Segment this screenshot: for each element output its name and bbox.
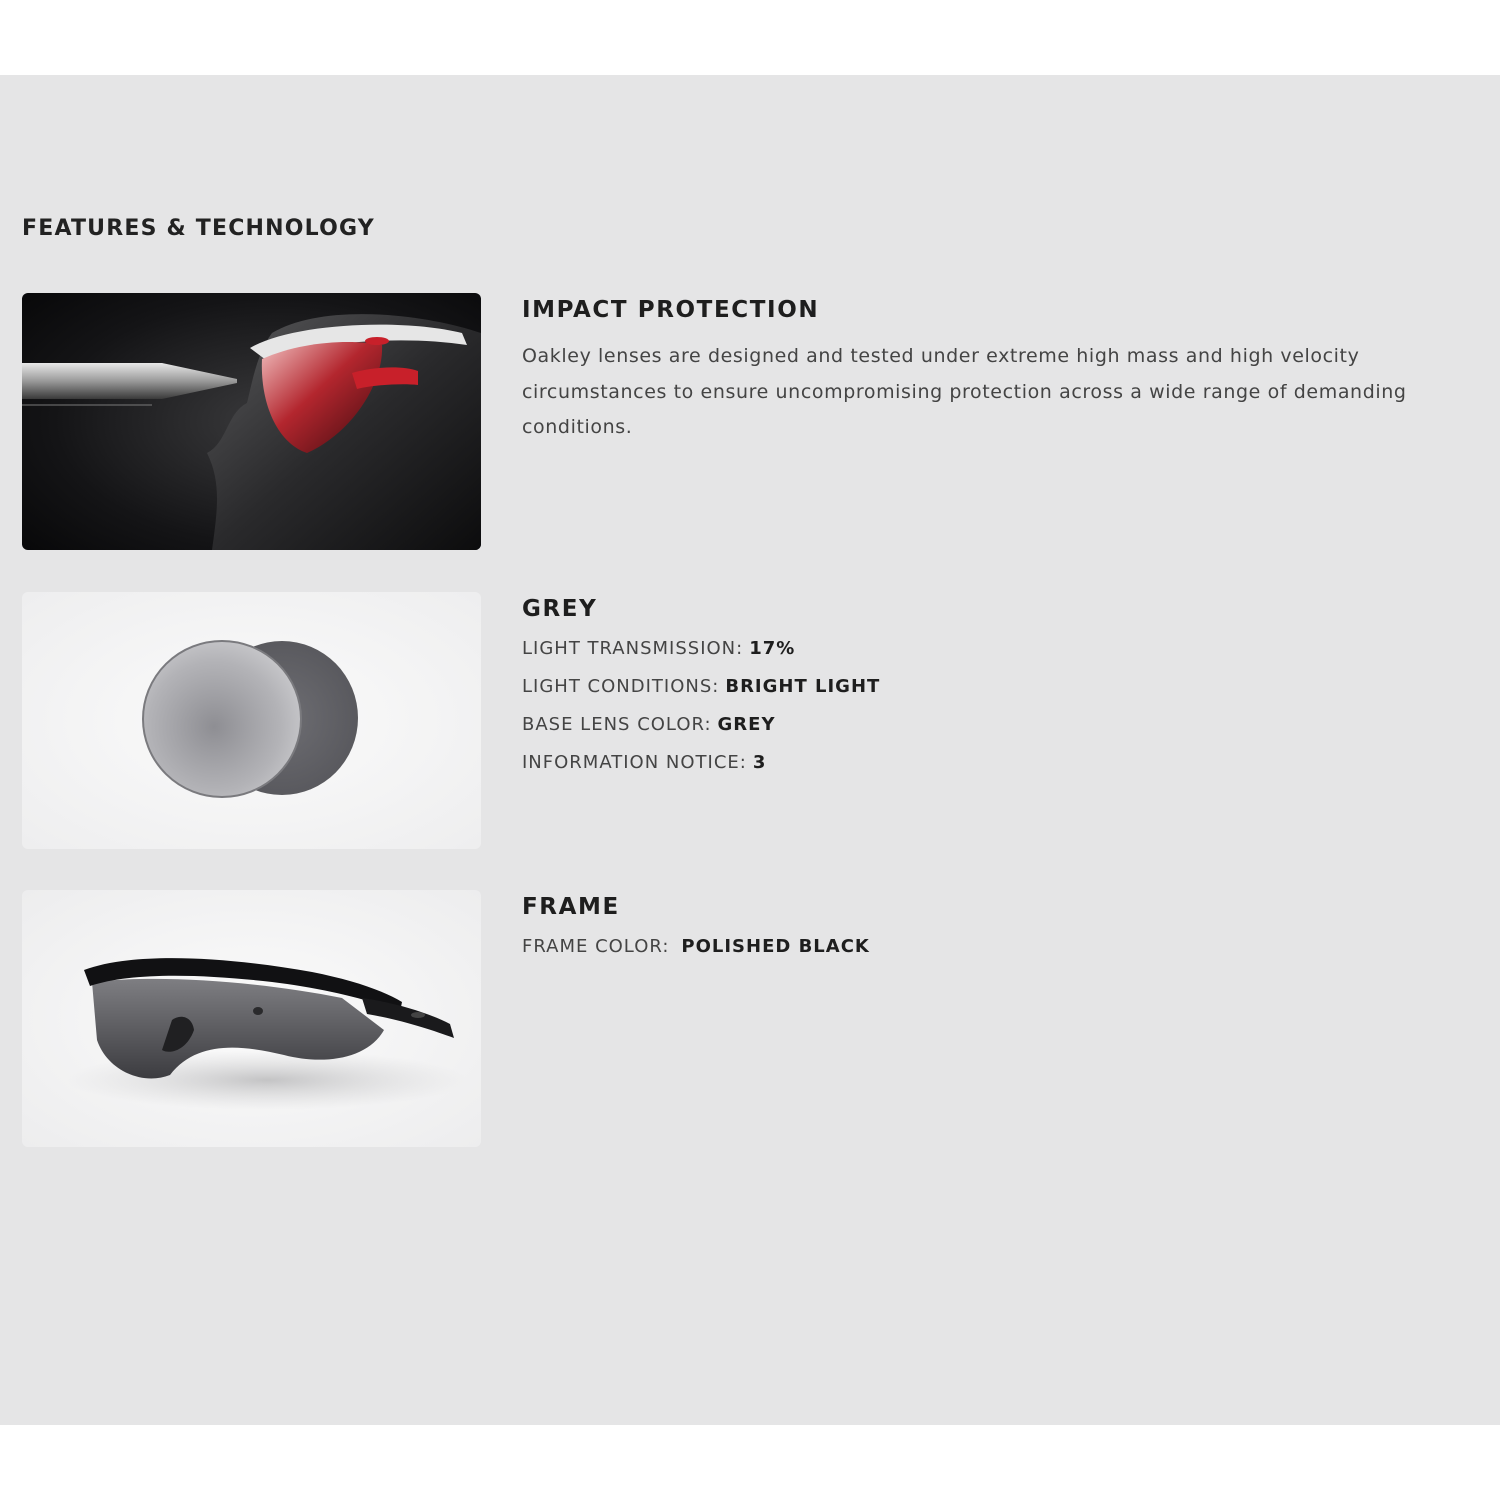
- grey-lens-text: [522, 592, 1482, 789]
- feature-impact-protection: [22, 293, 1482, 551]
- spec-value: GREY: [717, 714, 776, 735]
- spec-light-conditions: [522, 675, 1482, 713]
- spec-value: 3: [752, 752, 767, 773]
- spec-base-lens-color: [522, 713, 1482, 751]
- section-title: FEATURES & TECHNOLOGY: [22, 216, 375, 241]
- spec-information-notice: [522, 751, 1482, 789]
- spec-value: POLISHED BLACK: [681, 936, 870, 957]
- spec-label: LIGHT TRANSMISSION:: [522, 638, 744, 659]
- impact-protection-text: [522, 293, 1482, 446]
- feature-description: Oakley lenses are designed and tested under extreme high mass and high velocity circumstances to ensure uncompromising protection across a wide range of demanding conditions.: [522, 345, 1407, 438]
- spec-value: 17%: [749, 638, 796, 659]
- sunglasses-frame-image: [22, 890, 481, 1147]
- feature-heading: GREY: [522, 596, 598, 622]
- grey-lens-image: [22, 592, 481, 849]
- feature-heading: FRAME: [522, 894, 620, 920]
- feature-lens-grey: [22, 592, 1482, 850]
- lens-spec-list: [522, 637, 1482, 789]
- spec-label: LIGHT CONDITIONS:: [522, 676, 720, 697]
- impact-test-image: [22, 293, 481, 550]
- feature-frame: [22, 890, 1482, 1148]
- spec-label: INFORMATION NOTICE:: [522, 752, 747, 773]
- spec-label: BASE LENS COLOR:: [522, 714, 712, 735]
- frame-text: [522, 890, 1482, 973]
- spec-frame-color: [522, 935, 1482, 973]
- spec-light-transmission: [522, 637, 1482, 675]
- spec-value: BRIGHT LIGHT: [725, 676, 881, 697]
- feature-heading: IMPACT PROTECTION: [522, 297, 820, 323]
- frame-spec-list: [522, 935, 1482, 973]
- spec-label: FRAME COLOR:: [522, 936, 670, 957]
